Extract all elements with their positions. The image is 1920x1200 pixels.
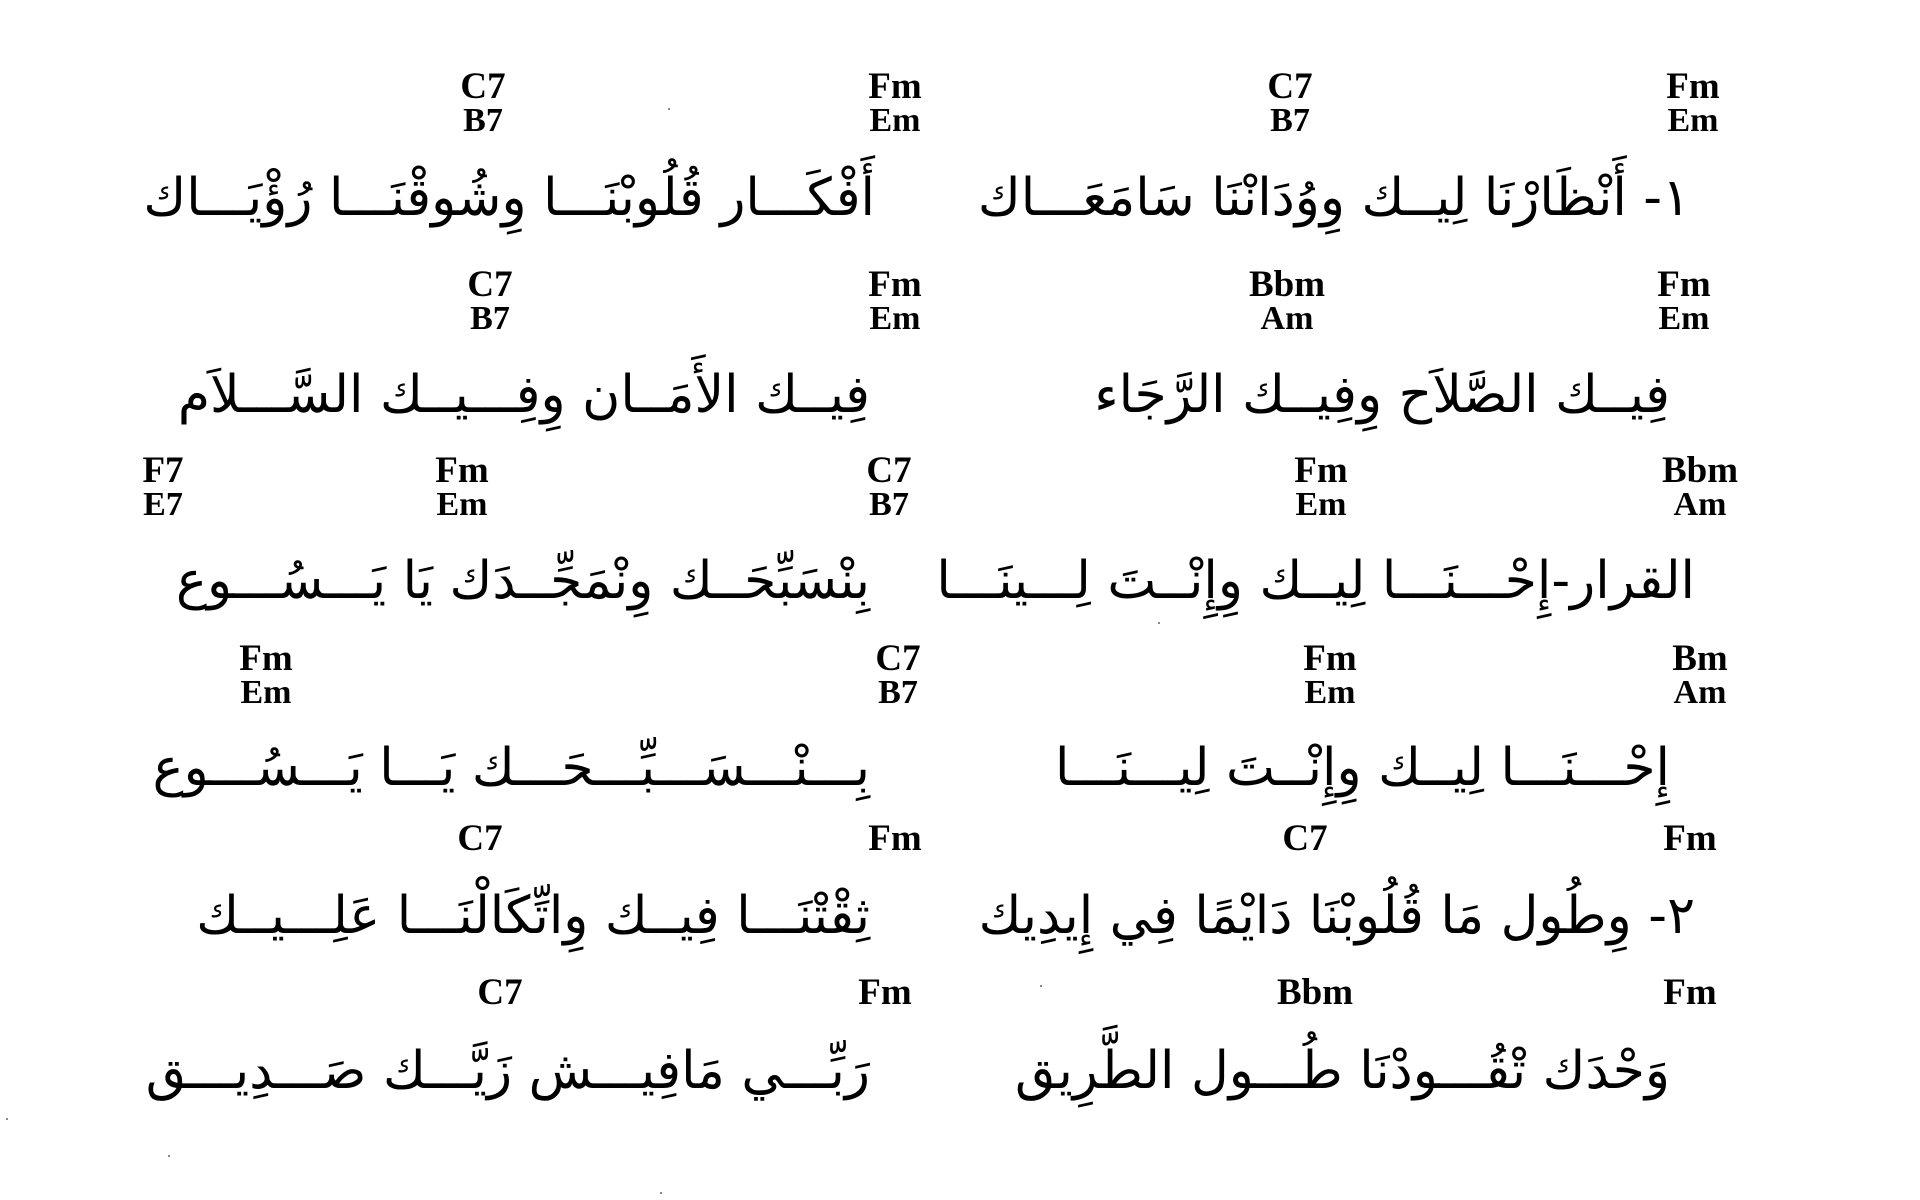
chord: C7 — [460, 66, 506, 107]
chord-alt: Am — [1673, 486, 1727, 523]
chord: Fm — [1303, 638, 1357, 679]
chord-alt: Am — [1260, 300, 1314, 337]
lyric-line: ثِقْتْنَـــا فِيــك وِاتِّكَالْنَـــا عَلِـــيــك — [196, 886, 870, 946]
chord: Fm — [435, 450, 489, 491]
scan-speck — [6, 1118, 8, 1120]
chord-alt: Em — [1295, 486, 1347, 523]
chord: Fm — [1663, 972, 1717, 1013]
chord-alt: B7 — [1270, 102, 1310, 139]
lyric-line: بِـــنْـــسَـــبِّـــحَـــك يَـــا يَـــسُـــوع — [152, 738, 870, 798]
lyric-line: ١- أَنْظَارْنَا لِيــك وِوُدَانْنَا سَامَعَـــاك — [977, 168, 1690, 228]
chord: Fm — [1663, 818, 1717, 859]
scan-speck — [1158, 622, 1160, 624]
lyric-line: فِيــك الأَمَــان وِفِـــيــك السَّـــلاَم — [177, 365, 870, 425]
chord: C7 — [1267, 66, 1313, 107]
chord-alt: B7 — [470, 300, 510, 337]
chord: Bbm — [1276, 972, 1354, 1013]
chord: Fm — [858, 972, 912, 1013]
lyric-line: أَفْكَـــار قُلُوبْنَـــا وِشُوقْنَـــا رُؤْيَـــاك — [143, 168, 875, 228]
chord: Fm — [868, 818, 922, 859]
chord: Bm — [1672, 638, 1728, 679]
chord: C7 — [457, 818, 503, 859]
chord: C7 — [875, 638, 921, 679]
chord: Fm — [868, 66, 922, 107]
lyric-line: إِحْـــنَـــا لِيــك وِإِنْــتَ لِيـــنَـــا — [1055, 738, 1670, 798]
lyric-line: ٢- وِطُول مَا قُلُوبْنَا دَايْمًا فِي إِيدِيك — [978, 886, 1695, 946]
scan-speck — [668, 108, 670, 110]
chord: Fm — [1657, 264, 1711, 305]
chord: C7 — [1282, 818, 1328, 859]
lyric-line: بِنْسَبِّحَــك وِنْمَجِّــدَك يَا يَـــسُـــوع — [175, 551, 870, 611]
chord: C7 — [866, 450, 912, 491]
chord: Fm — [868, 264, 922, 305]
scan-speck — [168, 1155, 170, 1157]
chord-alt: Am — [1673, 674, 1727, 711]
scan-speck — [1040, 985, 1042, 987]
chord-alt: Em — [436, 486, 488, 523]
chord: F7 — [142, 450, 184, 491]
lyric-line: رَبِّـــي مَافِيـــش زَيَّـــك صَـــدِيـــق — [145, 1041, 870, 1101]
chord-alt: B7 — [878, 674, 918, 711]
lyric-line: وَحْدَك تْقُـــودْنَا طُـــول الطَّرِيق — [1014, 1041, 1670, 1101]
chord-alt: Em — [1667, 102, 1719, 139]
chord: C7 — [467, 264, 513, 305]
chord-alt: Em — [1658, 300, 1710, 337]
lyric-line: فِيــك الصَّلاَح وِفِيــك الرَّجَاء — [1094, 365, 1670, 425]
chord: Fm — [239, 638, 293, 679]
chord-alt: Em — [1304, 674, 1356, 711]
chord: C7 — [477, 972, 523, 1013]
chord: Bbm — [1248, 264, 1326, 305]
lyric-line: القرار-إِحْـــنَـــا لِيــك وِإِنْــتَ لِـــينَـــا — [936, 551, 1695, 611]
chord-alt: B7 — [869, 486, 909, 523]
chord: Fm — [1666, 66, 1720, 107]
chord-alt: E7 — [143, 486, 183, 523]
chord: Bbm — [1661, 450, 1739, 491]
chord-alt: B7 — [463, 102, 503, 139]
chord-alt: Em — [869, 102, 921, 139]
chord-alt: Em — [869, 300, 921, 337]
chord-alt: Em — [240, 674, 292, 711]
scan-speck — [660, 1192, 662, 1194]
chord: Fm — [1294, 450, 1348, 491]
